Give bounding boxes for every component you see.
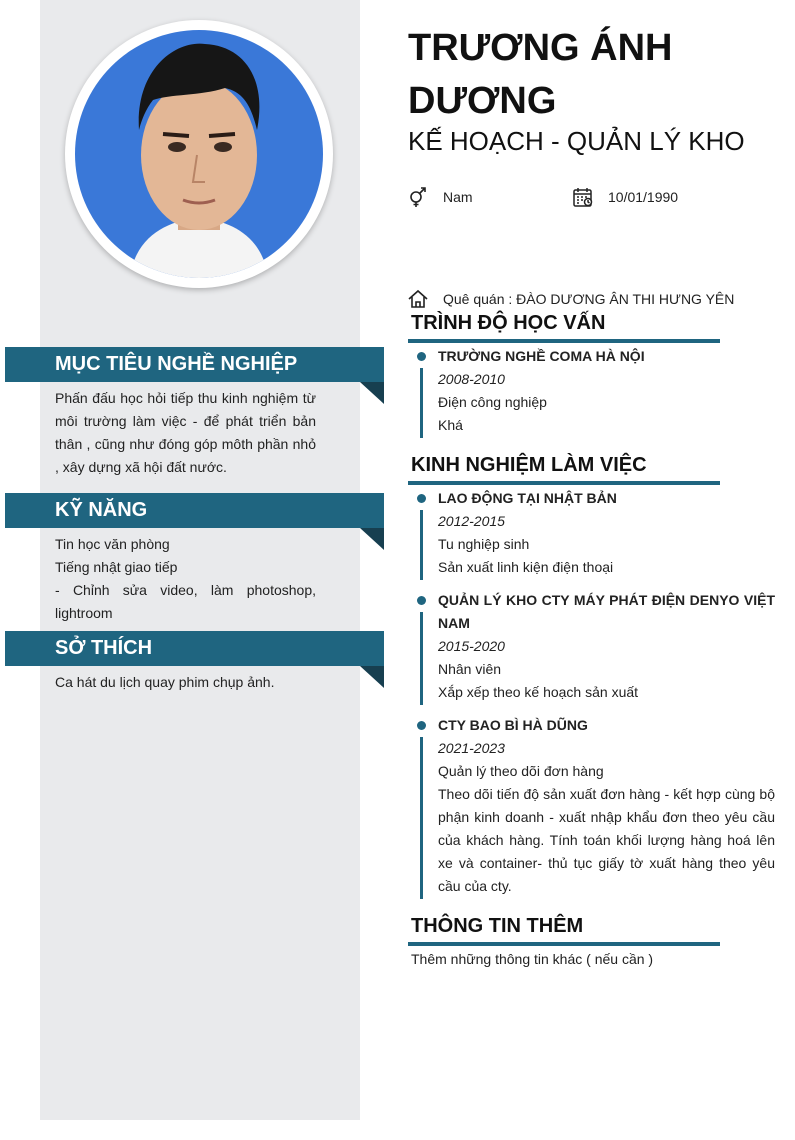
school-name: TRƯỜNG NGHỀ COMA HÀ NỘI xyxy=(438,348,645,364)
experience-header: KINH NGHIỆM LÀM VIỆC xyxy=(411,454,647,476)
job-description: Theo dõi tiến độ sản xuất đơn hàng - kết hợp cùng bộ phận kinh doanh - xuất nhập khẩu đơn theo yêu cầu của khách hàng. Tính toán khối lượng hàng hoá lên xe và container- thủ tục giấy tờ xuất hàng theo yêu cầu của cty. xyxy=(438,786,775,894)
timeline-dot xyxy=(417,494,426,503)
gender-icon xyxy=(407,186,429,208)
study-period: 2008-2010 xyxy=(438,371,505,387)
timeline-dot xyxy=(417,352,426,361)
skills-list xyxy=(55,533,316,625)
skills-header: KỸ NĂNG xyxy=(5,493,384,528)
timeline-bar xyxy=(420,612,423,705)
timeline-dot xyxy=(417,596,426,605)
birth-date-value: 10/01/1990 xyxy=(608,189,679,205)
work-period: 2015-2020 xyxy=(438,638,505,654)
full-name: TRƯƠNG ÁNH DƯƠNG xyxy=(408,27,673,122)
hobbies-header: SỞ THÍCH xyxy=(5,631,384,666)
grade: Khá xyxy=(438,417,463,433)
job-description: Xắp xếp theo kế hoạch sản xuất xyxy=(438,684,639,700)
timeline-bar xyxy=(420,510,423,580)
profile-photo xyxy=(75,30,323,278)
work-period: 2021-2023 xyxy=(438,740,505,756)
experience-entry xyxy=(438,589,775,704)
additional-info-text: Thêm những thông tin khác ( nếu cần ) xyxy=(411,951,654,967)
objective-text: Phấn đấu học hỏi tiếp thu kinh nghiệm từ môi trường làm việc - để phát triển bản thân , cũng như đóng góp môth phần nhỏ , xây dựng xã hội đất nước. xyxy=(55,390,316,475)
objective-banner-fold xyxy=(360,382,384,404)
experience-divider xyxy=(408,481,720,485)
education-header: TRÌNH ĐỘ HỌC VẤN xyxy=(411,312,606,334)
major: Điện công nghiệp xyxy=(438,394,547,410)
position: Nhân viên xyxy=(438,661,502,677)
education-divider xyxy=(408,339,720,343)
job-title: KẾ HOẠCH - QUẢN LÝ KHO xyxy=(408,126,745,156)
hobbies-text: Ca hát du lịch quay phim chụp ảnh. xyxy=(55,674,275,690)
company-name: QUẢN LÝ KHO CTY MÁY PHÁT ĐIỆN DENYO VIỆT NAM xyxy=(438,592,775,631)
job-description: Sản xuất linh kiện điện thoại xyxy=(438,559,614,575)
hobbies-banner-fold xyxy=(360,666,384,688)
skills-banner-fold xyxy=(360,528,384,550)
company-name: CTY BAO BÌ HÀ DŨNG xyxy=(438,717,588,733)
company-name: LAO ĐỘNG TẠI NHẬT BẢN xyxy=(438,490,617,506)
hometown-value: Quê quán : ĐÀO DƯƠNG ÂN THI HƯNG YÊN xyxy=(443,291,735,307)
skill-item: - Chỉnh sửa video, làm photoshop, lightroom xyxy=(55,582,316,621)
experience-entry xyxy=(438,714,775,898)
calendar-icon xyxy=(572,186,594,208)
objective-header: MỤC TIÊU NGHỀ NGHIỆP xyxy=(5,347,384,382)
education-entry xyxy=(438,345,775,437)
timeline-bar xyxy=(420,737,423,899)
timeline-bar xyxy=(420,368,423,438)
skill-item: Tiếng nhật giao tiếp xyxy=(55,559,178,575)
home-icon xyxy=(407,288,429,310)
gender-value: Nam xyxy=(443,189,473,205)
avatar xyxy=(65,20,333,288)
position: Quản lý theo dõi đơn hàng xyxy=(438,763,604,779)
additional-info-divider xyxy=(408,942,720,946)
additional-info-header: THÔNG TIN THÊM xyxy=(411,915,584,937)
work-period: 2012-2015 xyxy=(438,513,505,529)
skill-item: Tin học văn phòng xyxy=(55,536,170,552)
timeline-dot xyxy=(417,721,426,730)
position: Tu nghiệp sinh xyxy=(438,536,530,552)
experience-entry xyxy=(438,487,775,579)
